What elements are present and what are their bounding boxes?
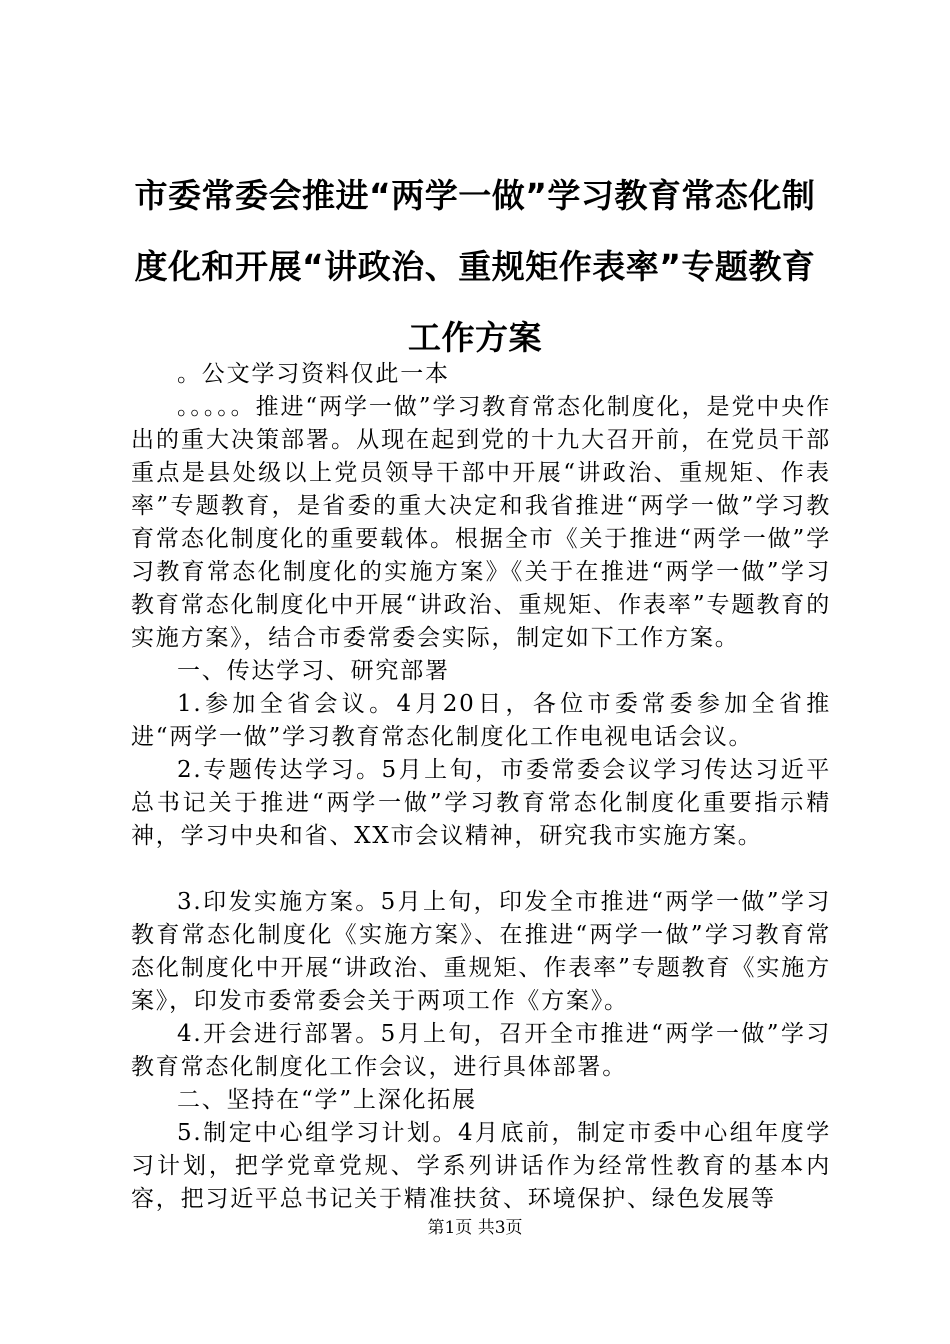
page-number-footer: 第1页 共3页 xyxy=(427,1218,523,1238)
paragraph-item-4: 4.开会进行部署。5月上旬，召开全市推进“两学一做”学习教育常态化制度化工作会议，进行具体部署。 xyxy=(131,1021,831,1080)
paragraph-note: 。公文学习资料仅此一本 xyxy=(177,361,450,387)
paragraph-item-1: 1.参加全省会议。4月20日，各位市委常委参加全省推进“两学一做”学习教育常态化制度化工作电视电话会议。 xyxy=(131,691,831,750)
section-heading-1: 一、传达学习、研究部署 xyxy=(177,658,450,684)
section-heading-2: 二、坚持在“学”上深化拓展 xyxy=(177,1087,477,1113)
paragraph-item-3: 3.印发实施方案。5月上旬，印发全市推进“两学一做”学习教育常态化制度化《实施方案》、在推进“两学一做”学习教育常态化制度化中开展“讲政治、重规矩、作表率”专题教育《实施方案》，印发市委常委会关于两项工作《方案》。 xyxy=(131,889,831,1014)
document-title: 市委常委会推进“两学一做”学习教育常态化制度化和开展“讲政治、重规矩作表率”专题教育工作方案 xyxy=(134,176,816,357)
paragraph-intro: 。。。。。推进“两学一做”学习教育常态化制度化，是党中央作出的重大决策部署。从现在起到党的十九大召开前，在党员干部重点是县处级以上党员领导干部中开展“讲政治、重规矩、作表率”专题教育，是省委的重大决定和我省推进“两学一做”学习教育常态化制度化的重要载体。根据全市《关于推进“两学一做”学习教育常态化制度化的实施方案》《关于在推进“两学一做”学习教育常态化制度化中开展“讲政治、重规矩、作表率”专题教育的实施方案》，结合市委常委会实际，制定如下工作方案。 xyxy=(131,394,831,651)
document-body xyxy=(131,358,831,1216)
paragraph-item-2: 2.专题传达学习。5月上旬，市委常委会议学习传达习近平总书记关于推进“两学一做”学习教育常态化制度化重要指示精神，学习中央和省、XX市会议精神，研究我市实施方案。 xyxy=(131,757,831,849)
paragraph-item-5: 5.制定中心组学习计划。4月底前，制定市委中心组年度学习计划，把学党章党规、学系列讲话作为经常性教育的基本内容，把习近平总书记关于精准扶贫、环境保护、绿色发展等 xyxy=(131,1120,831,1212)
